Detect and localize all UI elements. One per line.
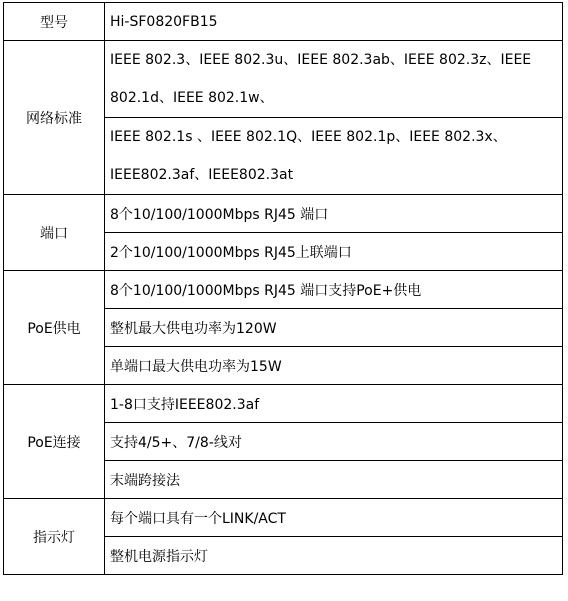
table-row-ports-1 (4, 195, 563, 233)
table-row-poe-connection-1 (4, 385, 563, 423)
row-label-ports: 端口 (4, 195, 105, 271)
row-value-poe-connection-1: 1-8口支持IEEE802.3af (105, 385, 563, 423)
row-value-model: Hi-SF0820FB15 (105, 3, 563, 41)
table-row-poe-power-1 (4, 271, 563, 309)
row-value-indicators-1: 每个端口具有一个LINK/ACT (105, 499, 563, 537)
row-label-poe-connection: PoE连接 (4, 385, 105, 499)
row-value-poe-connection-2: 支持4/5+、7/8-线对 (105, 423, 563, 461)
row-label-network-standards: 网络标准 (4, 41, 105, 195)
row-value-indicators-2: 整机电源指示灯 (105, 537, 563, 575)
row-value-network-standards-2: IEEE 802.1s 、IEEE 802.1Q、IEEE 802.1p、IEEE 802.3x、IEEE802.3af、IEEE802.3at (105, 118, 563, 195)
table-row-model (4, 3, 563, 41)
table-row-network-standards-1 (4, 41, 563, 118)
row-label-poe-power: PoE供电 (4, 271, 105, 385)
row-label-model: 型号 (4, 3, 105, 41)
row-value-poe-power-1: 8个10/100/1000Mbps RJ45 端口支持PoE+供电 (105, 271, 563, 309)
row-value-network-standards-1: IEEE 802.3、IEEE 802.3u、IEEE 802.3ab、IEEE 802.3z、IEEE 802.1d、IEEE 802.1w、 (105, 41, 563, 118)
row-value-ports-1: 8个10/100/1000Mbps RJ45 端口 (105, 195, 563, 233)
spec-table (3, 2, 563, 575)
row-label-indicators: 指示灯 (4, 499, 105, 575)
row-value-ports-2: 2个10/100/1000Mbps RJ45上联端口 (105, 233, 563, 271)
table-row-indicators-1 (4, 499, 563, 537)
row-value-poe-power-2: 整机最大供电功率为120W (105, 309, 563, 347)
row-value-poe-connection-3: 末端跨接法 (105, 461, 563, 499)
row-value-poe-power-3: 单端口最大供电功率为15W (105, 347, 563, 385)
